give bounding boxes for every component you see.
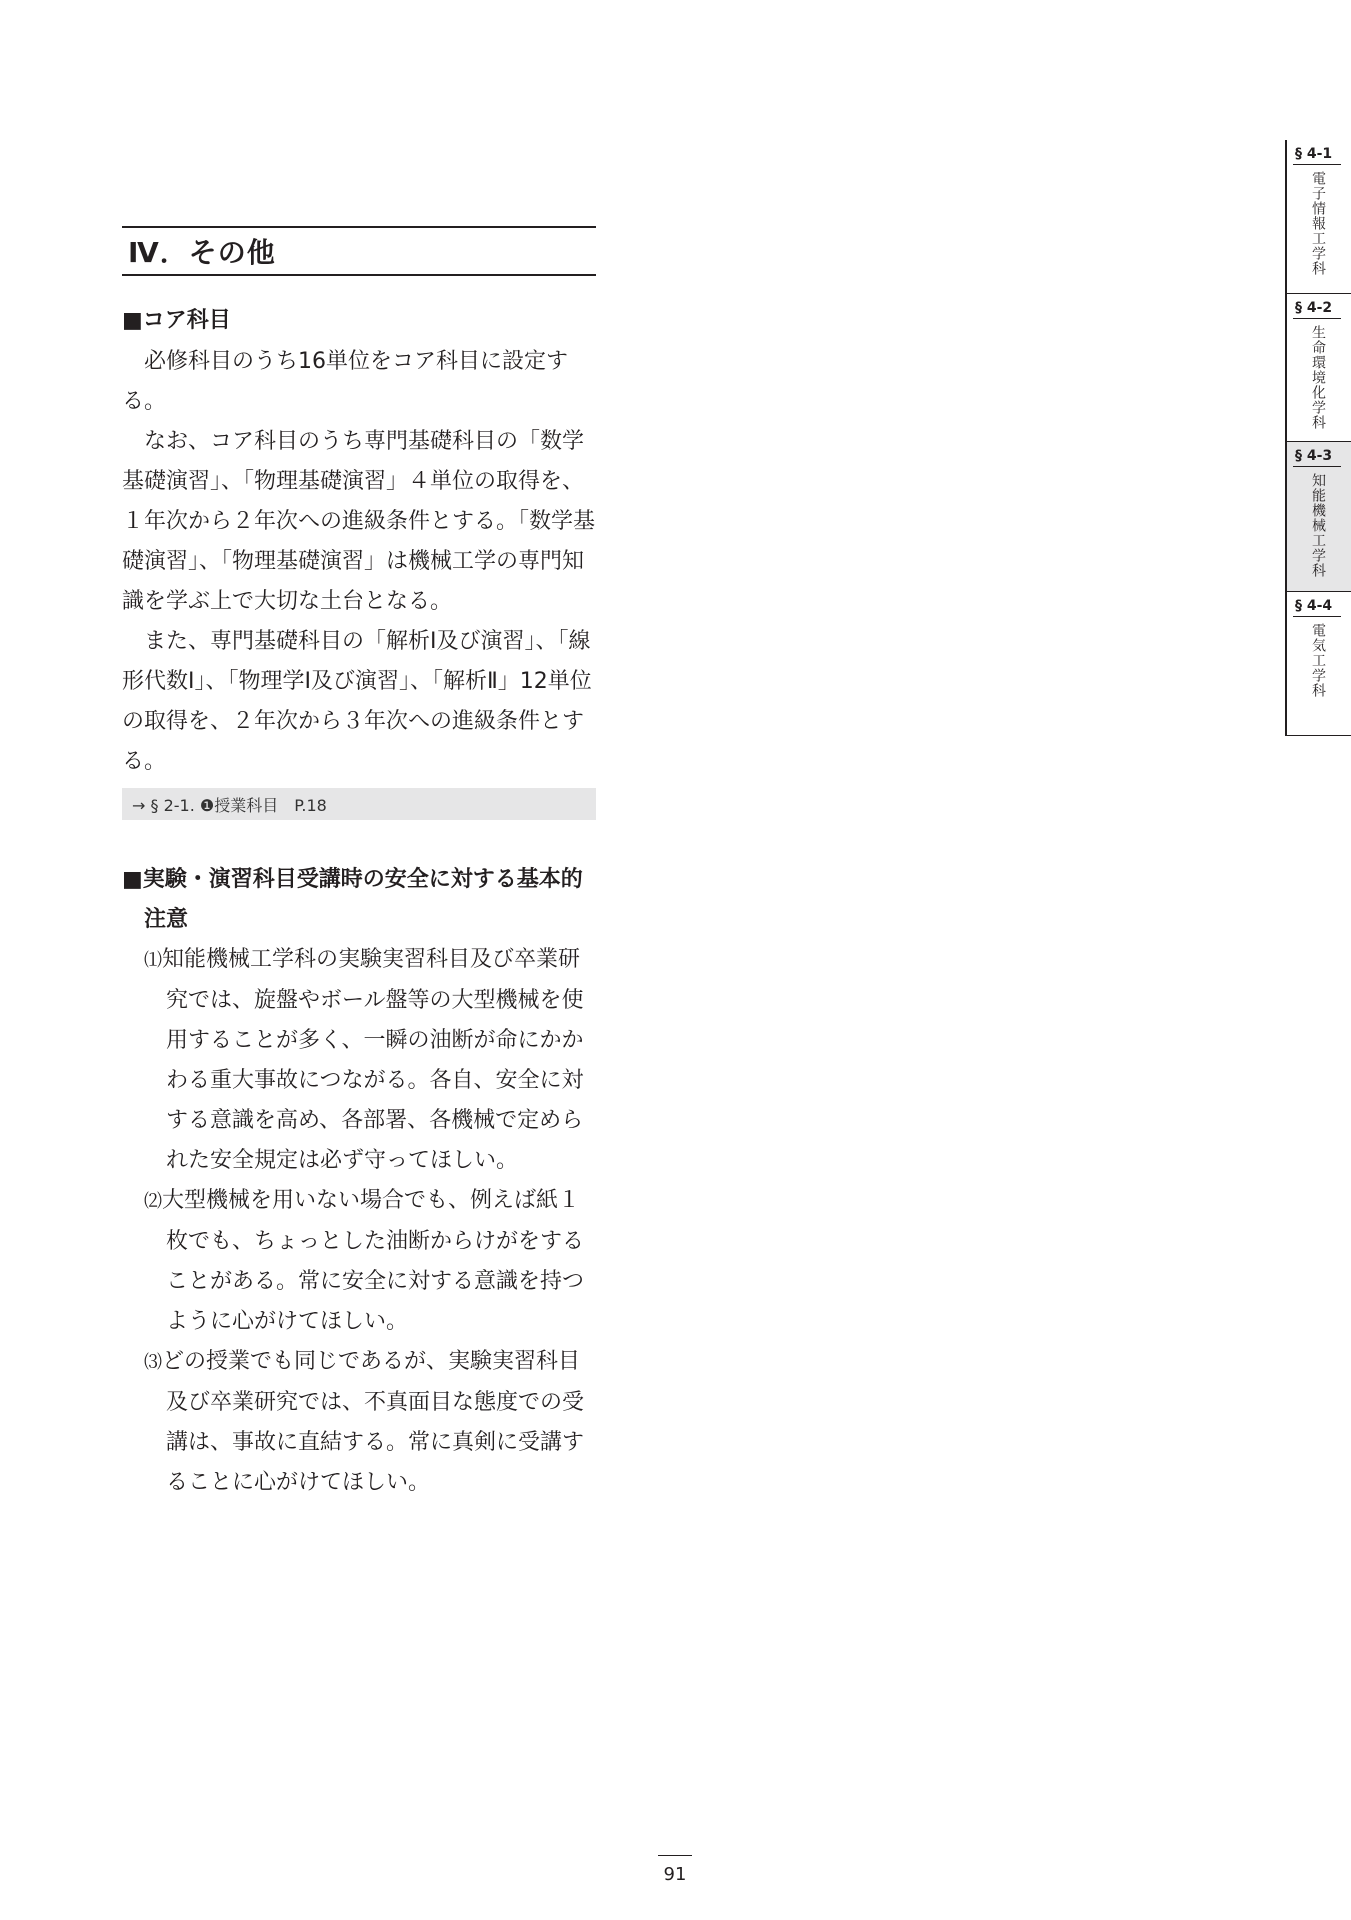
tab-number: § 4-1 [1293,140,1341,165]
core-paragraph-2: なお、コア科目のうち専門基礎科目の「数学基礎演習」、「物理基礎演習」４単位の取得を、１年次から２年次への進級条件とする。「数学基礎演習」、「物理基礎演習」は機械工学の専門知識を学ぶ上で大切な土台となる。 [122,429,596,614]
core-paragraph-3: また、専門基礎科目の「解析Ⅰ及び演習」、「線形代数Ⅰ」、「物理学Ⅰ及び演習」、「解析Ⅱ」12単位の取得を、２年次から３年次への進級条件とする。 [122,629,592,774]
tab-label: 生命環境化学科 [1310,325,1326,430]
tab-4-1[interactable] [1285,140,1351,294]
tab-label: 知能機械工学科 [1310,473,1326,578]
core-heading: ■コア科目 [122,308,231,333]
core-paragraph-1: 必修科目のうち16単位をコア科目に設定する。 [122,349,568,414]
tab-4-4[interactable] [1285,592,1351,736]
tab-4-2[interactable] [1285,294,1351,442]
safety-heading: ■実験・演習科目受講時の安全に対する基本的注意 [122,867,583,932]
page-number: 91 [658,1855,692,1885]
tab-label: 電気工学科 [1310,623,1326,698]
tab-number: § 4-4 [1293,592,1341,617]
tab-4-3[interactable] [1285,442,1351,592]
section-tabs [1285,140,1351,736]
safety-item-1: ⑴知能機械工学科の実験実習科目及び卒業研究では、旋盤やボール盤等の大型機械を使用することが多く、一瞬の油断が命にかかわる重大事故につながる。各自、安全に対する意識を高め、各部署、各機械で定められた安全規定は必ず守ってほしい。 [144,947,584,1173]
reference-text: → § 2-1. ❶授業科目 P.18 [132,795,327,815]
section-title: Ⅳ．その他 [122,226,596,276]
tab-number: § 4-3 [1293,442,1341,467]
safety-item-2: ⑵大型機械を用いない場合でも、例えば紙１枚でも、ちょっとした油断からけがをすることがある。常に安全に対する意識を持つように心がけてほしい。 [144,1188,585,1334]
reference-box [122,788,596,820]
tab-label: 電子情報工学科 [1310,171,1326,276]
main-column [122,226,596,1503]
safety-item-3: ⑶どの授業でも同じであるが、実験実習科目及び卒業研究では、不真面目な態度での受講は、事故に直結する。常に真剣に受講することに心がけてほしい。 [144,1349,585,1495]
tab-number: § 4-2 [1293,294,1341,319]
